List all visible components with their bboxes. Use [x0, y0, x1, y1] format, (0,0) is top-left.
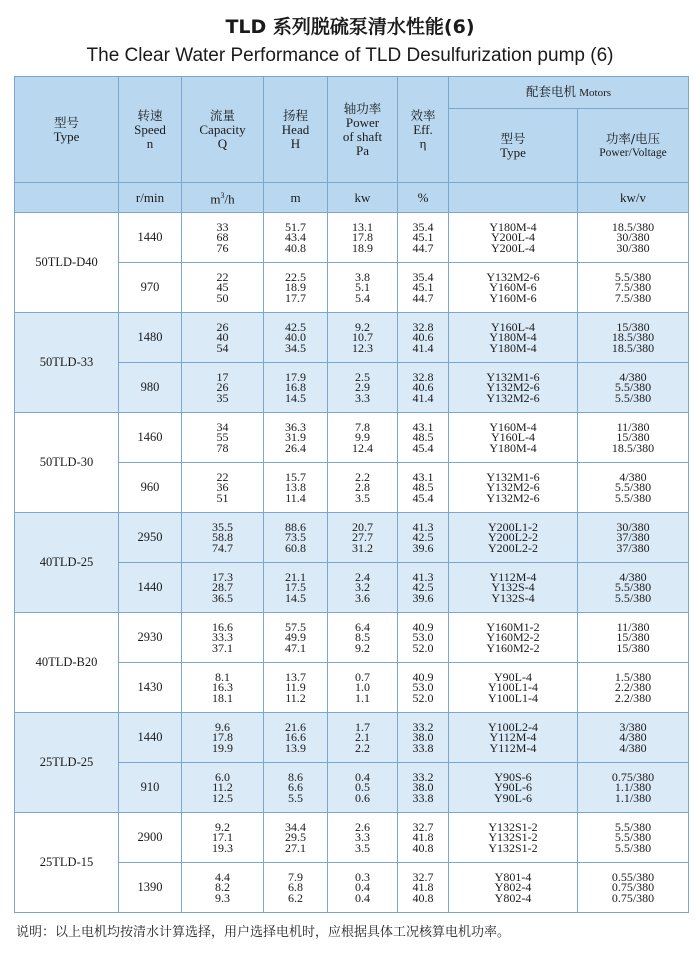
- model-cell: 40TLD-25: [15, 513, 119, 613]
- eff-cell: 43.1 48.5 45.4: [398, 413, 449, 463]
- header-capacity-sym: Q: [217, 135, 228, 151]
- eff-cell: 40.9 53.0 52.0: [398, 663, 449, 713]
- speed-cell: 2900: [119, 813, 182, 863]
- motor-type-cell: Y132M1-6 Y132M2-6 Y132M2-6: [449, 463, 578, 513]
- col-header-motor-power: [578, 109, 689, 183]
- header-type-cn: 型号: [53, 114, 79, 130]
- capacity-cell: 17.3 28.7 36.5: [182, 563, 264, 613]
- header-head-cn: 扬程: [282, 107, 308, 123]
- capacity-cell: 9.2 17.1 19.3: [182, 813, 264, 863]
- capacity-cell: 35.5 58.8 74.7: [182, 513, 264, 563]
- header-power-en2: of shaft: [342, 128, 383, 144]
- power-cell: 1.7 2.1 2.2: [328, 713, 398, 763]
- model-cell: 40TLD-B20: [15, 613, 119, 713]
- speed-cell: 970: [119, 263, 182, 313]
- head-cell: 34.4 29.5 27.1: [264, 813, 328, 863]
- motor-type-cell: Y112M-4 Y132S-4 Y132S-4: [449, 563, 578, 613]
- motor-power-cell: 4/380 5.5/380 5.5/380: [578, 363, 689, 413]
- header-eff-sym: η: [419, 135, 427, 151]
- power-cell: 2.2 2.8 3.5: [328, 463, 398, 513]
- header-speed-en: Speed: [134, 121, 166, 137]
- motor-power-cell: 11/380 15/380 18.5/380: [578, 413, 689, 463]
- unit-capacity: [182, 183, 264, 213]
- header-motor-power-en: Power/Voltage: [599, 146, 667, 159]
- col-header-speed: [119, 77, 182, 183]
- speed-cell: 1390: [119, 863, 182, 913]
- header-capacity-cn: 流量: [209, 107, 235, 123]
- capacity-cell: 33 68 76: [182, 213, 264, 263]
- motor-type-cell: Y132M1-6 Y132M2-6 Y132M2-6: [449, 363, 578, 413]
- head-cell: 22.5 18.9 17.7: [264, 263, 328, 313]
- header-motor-type-cn: 型号: [500, 130, 526, 146]
- speed-cell: 2950: [119, 513, 182, 563]
- speed-cell: 1460: [119, 413, 182, 463]
- motor-power-cell: 3/380 4/380 4/380: [578, 713, 689, 763]
- motor-type-cell: Y160L-4 Y180M-4 Y180M-4: [449, 313, 578, 363]
- head-cell: 13.7 11.9 11.2: [264, 663, 328, 713]
- motor-power-cell: 4/380 5.5/380 5.5/380: [578, 563, 689, 613]
- head-cell: 8.6 6.6 5.5: [264, 763, 328, 813]
- eff-cell: 32.8 40.6 41.4: [398, 313, 449, 363]
- eff-cell: 33.2 38.0 33.8: [398, 763, 449, 813]
- unit-type: [15, 183, 119, 213]
- motor-type-cell: Y180M-4 Y200L-4 Y200L-4: [449, 213, 578, 263]
- capacity-cell: 8.1 16.3 18.1: [182, 663, 264, 713]
- header-motor-type-en: Type: [500, 144, 526, 160]
- unit-capacity-sup: 3: [220, 190, 225, 200]
- speed-cell: 1440: [119, 213, 182, 263]
- power-cell: 3.8 5.1 5.4: [328, 263, 398, 313]
- footnote: 说明：以上电机均按清水计算选择，用户选择电机时，应根据具体工况核算电机功率。: [16, 925, 511, 940]
- table-row: [15, 213, 689, 263]
- motor-power-cell: 0.55/380 0.75/380 0.75/380: [578, 863, 689, 913]
- performance-table: [14, 76, 689, 913]
- motor-power-cell: 30/380 37/380 37/380: [578, 513, 689, 563]
- motor-type-cell: Y200L1-2 Y200L2-2 Y200L2-2: [449, 513, 578, 563]
- col-header-head: [264, 77, 328, 183]
- motor-type-cell: Y100L2-4 Y112M-4 Y112M-4: [449, 713, 578, 763]
- motor-type-cell: Y160M1-2 Y160M2-2 Y160M2-2: [449, 613, 578, 663]
- power-cell: 13.1 17.8 18.9: [328, 213, 398, 263]
- eff-cell: 41.3 42.5 39.6: [398, 513, 449, 563]
- table-row: [15, 713, 689, 763]
- speed-cell: 1440: [119, 713, 182, 763]
- power-cell: 9.2 10.7 12.3: [328, 313, 398, 363]
- capacity-cell: 16.6 33.3 37.1: [182, 613, 264, 663]
- header-head-en: Head: [281, 121, 310, 137]
- motor-power-cell: 15/380 18.5/380 18.5/380: [578, 313, 689, 363]
- units-row: [15, 183, 689, 213]
- header-speed-cn: 转速: [137, 107, 163, 123]
- power-cell: 0.4 0.5 0.6: [328, 763, 398, 813]
- head-cell: 7.9 6.8 6.2: [264, 863, 328, 913]
- unit-head: m: [264, 183, 328, 213]
- capacity-cell: 22 45 50: [182, 263, 264, 313]
- table-row: [15, 513, 689, 563]
- capacity-cell: 9.6 17.8 19.9: [182, 713, 264, 763]
- page-title-cn: TLD 系列脱硫泵清水性能(6): [225, 16, 475, 38]
- motor-power-cell: 1.5/380 2.2/380 2.2/380: [578, 663, 689, 713]
- motor-power-cell: 11/380 15/380 15/380: [578, 613, 689, 663]
- table-row: [15, 813, 689, 863]
- capacity-cell: 22 36 51: [182, 463, 264, 513]
- model-cell: 25TLD-15: [15, 813, 119, 913]
- speed-cell: 1440: [119, 563, 182, 613]
- head-cell: 88.6 73.5 60.8: [264, 513, 328, 563]
- table-body: [15, 213, 689, 913]
- head-cell: 21.6 16.6 13.9: [264, 713, 328, 763]
- unit-capacity-tail: /h: [224, 191, 235, 207]
- header-power-en1: Power: [345, 114, 380, 130]
- speed-cell: 960: [119, 463, 182, 513]
- motor-power-cell: 5.5/380 7.5/380 7.5/380: [578, 263, 689, 313]
- table-row: [15, 613, 689, 663]
- motor-type-cell: Y90L-4 Y100L1-4 Y100L1-4: [449, 663, 578, 713]
- motor-type-cell: Y801-4 Y802-4 Y802-4: [449, 863, 578, 913]
- speed-cell: 1430: [119, 663, 182, 713]
- eff-cell: 43.1 48.5 45.4: [398, 463, 449, 513]
- eff-cell: 33.2 38.0 33.8: [398, 713, 449, 763]
- header-motor-power-cn: 功率/电压: [605, 130, 661, 146]
- unit-speed: r/min: [119, 183, 182, 213]
- eff-cell: 35.4 45.1 44.7: [398, 213, 449, 263]
- page-title-en: The Clear Water Performance of TLD Desulfurization pump (6): [86, 45, 614, 66]
- capacity-cell: 6.0 11.2 12.5: [182, 763, 264, 813]
- power-cell: 0.7 1.0 1.1: [328, 663, 398, 713]
- col-header-motor-type: [449, 109, 578, 183]
- header-type-en: Type: [53, 128, 80, 144]
- speed-cell: 2930: [119, 613, 182, 663]
- power-cell: 7.8 9.9 12.4: [328, 413, 398, 463]
- col-header-motors: [449, 77, 689, 109]
- col-header-capacity: [182, 77, 264, 183]
- unit-capacity-base: m: [210, 191, 221, 207]
- header-speed-sym: n: [146, 135, 154, 151]
- power-cell: 2.6 3.3 3.5: [328, 813, 398, 863]
- head-cell: 21.1 17.5 14.5: [264, 563, 328, 613]
- eff-cell: 32.7 41.8 40.8: [398, 813, 449, 863]
- header-head-sym: H: [290, 135, 301, 151]
- eff-cell: 32.8 40.6 41.4: [398, 363, 449, 413]
- power-cell: 0.3 0.4 0.4: [328, 863, 398, 913]
- capacity-cell: 26 40 54: [182, 313, 264, 363]
- unit-motor-type: [449, 183, 578, 213]
- head-cell: 51.7 43.4 40.8: [264, 213, 328, 263]
- model-cell: 50TLD-D40: [15, 213, 119, 313]
- power-cell: 6.4 8.5 9.2: [328, 613, 398, 663]
- head-cell: 17.9 16.8 14.5: [264, 363, 328, 413]
- motor-power-cell: 0.75/380 1.1/380 1.1/380: [578, 763, 689, 813]
- speed-cell: 910: [119, 763, 182, 813]
- power-cell: 20.7 27.7 31.2: [328, 513, 398, 563]
- header-eff-en: Eff.: [413, 121, 433, 137]
- capacity-cell: 4.4 8.2 9.3: [182, 863, 264, 913]
- capacity-cell: 17 26 35: [182, 363, 264, 413]
- col-header-type: [15, 77, 119, 183]
- model-cell: 50TLD-33: [15, 313, 119, 413]
- motor-power-cell: 5.5/380 5.5/380 5.5/380: [578, 813, 689, 863]
- unit-power: kw: [328, 183, 398, 213]
- speed-cell: 980: [119, 363, 182, 413]
- table-row: [15, 413, 689, 463]
- motor-type-cell: Y160M-4 Y160L-4 Y180M-4: [449, 413, 578, 463]
- header-motors-en: Motors: [579, 87, 612, 99]
- head-cell: 15.7 13.8 11.4: [264, 463, 328, 513]
- head-cell: 42.5 40.0 34.5: [264, 313, 328, 363]
- unit-eff: %: [398, 183, 449, 213]
- header-capacity-en: Capacity: [199, 121, 246, 137]
- motor-type-cell: Y132M2-6 Y160M-6 Y160M-6: [449, 263, 578, 313]
- eff-cell: 40.9 53.0 52.0: [398, 613, 449, 663]
- col-header-eff: [398, 77, 449, 183]
- motor-type-cell: Y90S-6 Y90L-6 Y90L-6: [449, 763, 578, 813]
- col-header-power: [328, 77, 398, 183]
- capacity-cell: 34 55 78: [182, 413, 264, 463]
- power-cell: 2.4 3.2 3.6: [328, 563, 398, 613]
- header-power-sym: Pa: [356, 142, 369, 158]
- speed-cell: 1480: [119, 313, 182, 363]
- model-cell: 25TLD-25: [15, 713, 119, 813]
- motor-type-cell: Y132S1-2 Y132S1-2 Y132S1-2: [449, 813, 578, 863]
- header-motors-cn: 配套电机: [525, 84, 576, 99]
- eff-cell: 35.4 45.1 44.7: [398, 263, 449, 313]
- eff-cell: 32.7 41.8 40.8: [398, 863, 449, 913]
- power-cell: 2.5 2.9 3.3: [328, 363, 398, 413]
- header-eff-cn: 效率: [410, 107, 436, 123]
- head-cell: 36.3 31.9 26.4: [264, 413, 328, 463]
- motor-power-cell: 18.5/380 30/380 30/380: [578, 213, 689, 263]
- head-cell: 57.5 49.9 47.1: [264, 613, 328, 663]
- table-row: [15, 313, 689, 363]
- model-cell: 50TLD-30: [15, 413, 119, 513]
- unit-motor-power: kw/v: [578, 183, 689, 213]
- motor-power-cell: 4/380 5.5/380 5.5/380: [578, 463, 689, 513]
- header-power-cn: 轴功率: [343, 100, 382, 116]
- eff-cell: 41.3 42.5 39.6: [398, 563, 449, 613]
